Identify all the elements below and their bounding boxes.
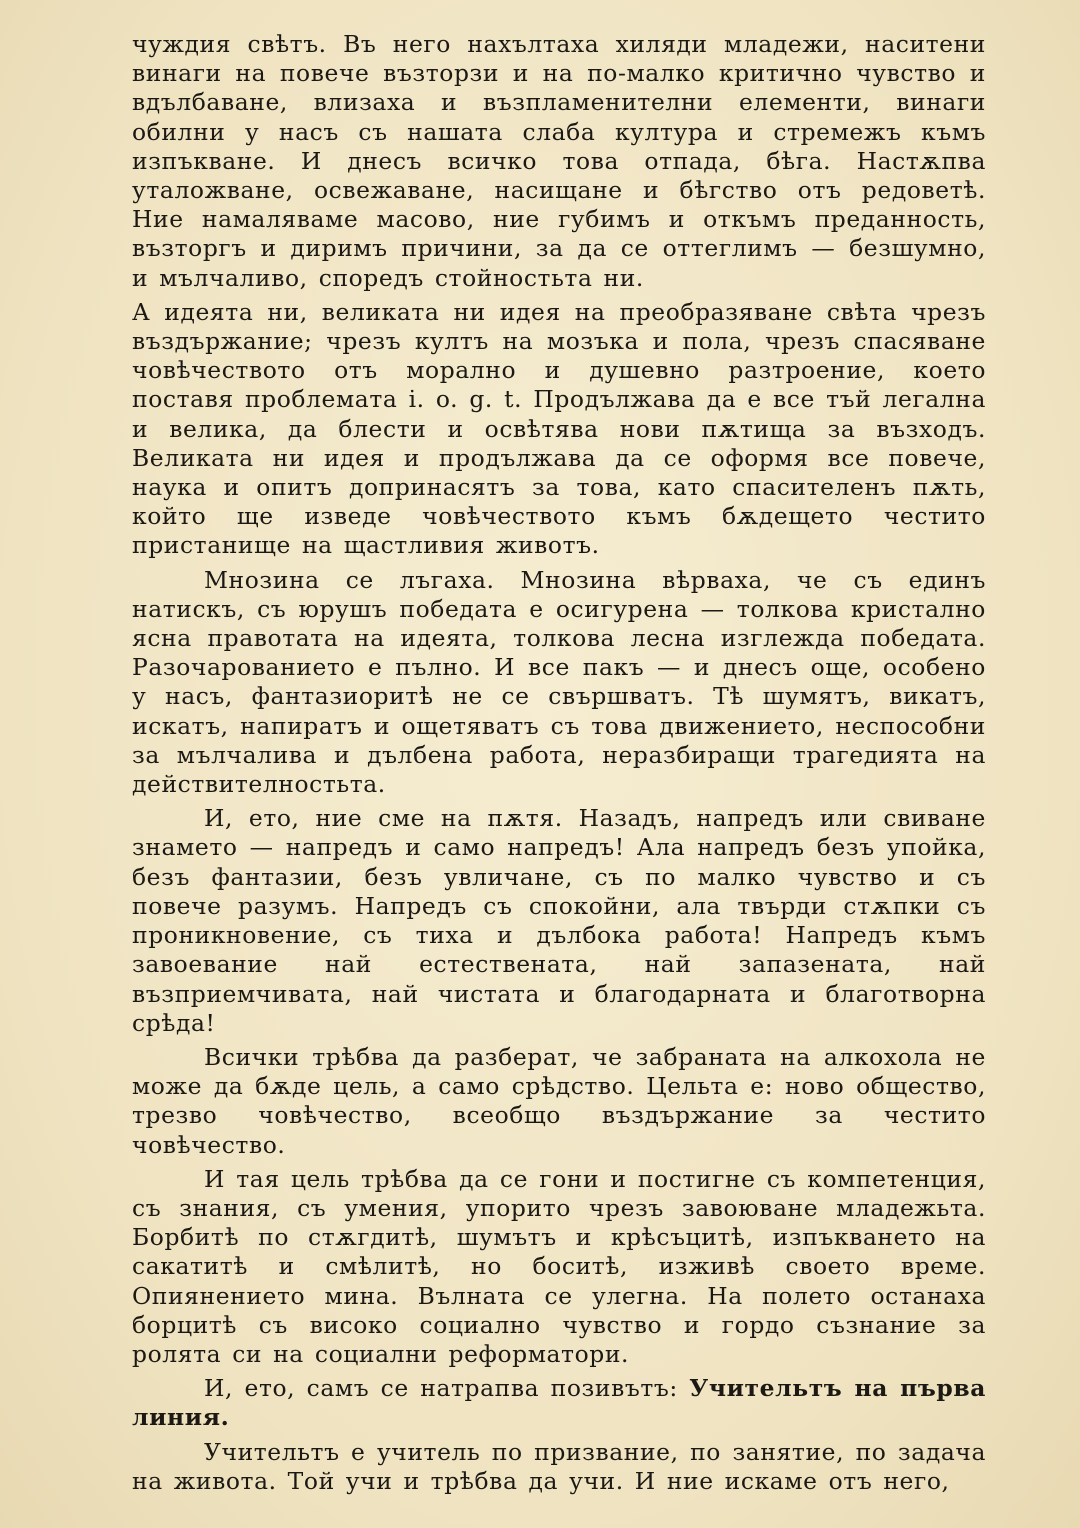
page-body-text [132, 30, 986, 1496]
paragraph-2: А идеята ни, великата ни идея на преобразяване свѣта чрезъ въздържание; чрезъ култъ на мозъка и пола, чрезъ спасяване човѣчеството отъ морално и душевно разтроение, което поставя проблемата i. o. g. t. Продължава да е все тъй легална и велика, да блести и освѣтява нови пѫтища за възходъ. Великата ни идея и продължава да се оформя все повече, наука и опитъ допринасятъ за това, като спасителенъ пѫть, който ще изведе човѣчеството къмъ бѫдещето честито пристанище на щастливия животъ. [132, 297, 986, 560]
paragraph-3: Мнозина се лъгаха. Мнозина вѣрваха, че съ единъ натискъ, съ юрушъ победата е осигурена — толкова кристално ясна правотата на идеята, толкова лесна изглежда победата. Разочарованието е пълно. И все пакъ — и днесъ още, особено у насъ, фантазиоритѣ не се свършватъ. Тѣ шумятъ, викатъ, искатъ, напиратъ и ощетяватъ съ това движението, неспособни за мълчалива и дълбена работа, неразбиращи трагедията на действителностьта. [132, 565, 986, 799]
paragraph-5: Всички трѣбва да разберат, че забраната на алкохола не може да бѫде цель, а само срѣдство. Цельта е: ново общество, трезво човѣчество, всеобщо въздържание за честито човѣчество. [132, 1042, 986, 1159]
paragraph-6: И тая цель трѣбва да се гони и постигне съ компетенция, съ знания, съ умения, упорито чрезъ завоюване младежьта. Борбитѣ по стѫгдитѣ, шумътъ и крѣсъцитѣ, изпъкването на сакатитѣ и смѣлитѣ, но боситѣ, изживѣ своето време. Опиянението мина. Вълната се улегна. На полето останаха борцитѣ съ високо социално чувство и гордо съзнание за ролята си на социални реформатори. [132, 1164, 986, 1368]
paragraph-7-lead: И, ето, самъ се натрапва позивътъ: [204, 1374, 690, 1403]
paragraph-1: чуждия свѣтъ. Въ него нахълтаха хиляди младежи, наситени винаги на повече възторзи и на по-малко критично чувство и вдълбаване, влизаха и възпламенителни елементи, винаги обилни у насъ съ нашата слаба култура и стремежъ къмъ изпъкване. И днесъ всичко това отпада, бѣга. Настѫпва уталожване, освежаване, насищане и бѣгство отъ редоветѣ. Ние намаляваме масово, ние губимъ и откъмъ преданность, възторгъ и диримъ причини, за да се оттеглимъ — безшумно, и мълчаливо, споредъ стойностьта ни. [132, 30, 986, 292]
paragraph-7-emphasis: Учительтъ на първа линия. [132, 1374, 986, 1432]
paragraph-7 [132, 1374, 986, 1432]
paragraph-8: Учительтъ е учитель по призвание, по занятие, по задача на живота. Той учи и трѣбва да учи. И ние искаме отъ него, [132, 1437, 986, 1495]
paragraph-4: И, ето, ние сме на пѫтя. Назадъ, напредъ или свиване знамето — напредъ и само напредъ! Ала напредъ безъ упойка, безъ фантазии, безъ увличане, съ по малко чувство и съ повече разумъ. Напредъ съ спокойни, ала твърди стѫпки съ проникновение, съ тиха и дълбока работа! Напредъ къмъ завоевание най естествената, най запазената, най възприемчивата, най чистата и благодарната и благотворна срѣда! [132, 804, 986, 1037]
